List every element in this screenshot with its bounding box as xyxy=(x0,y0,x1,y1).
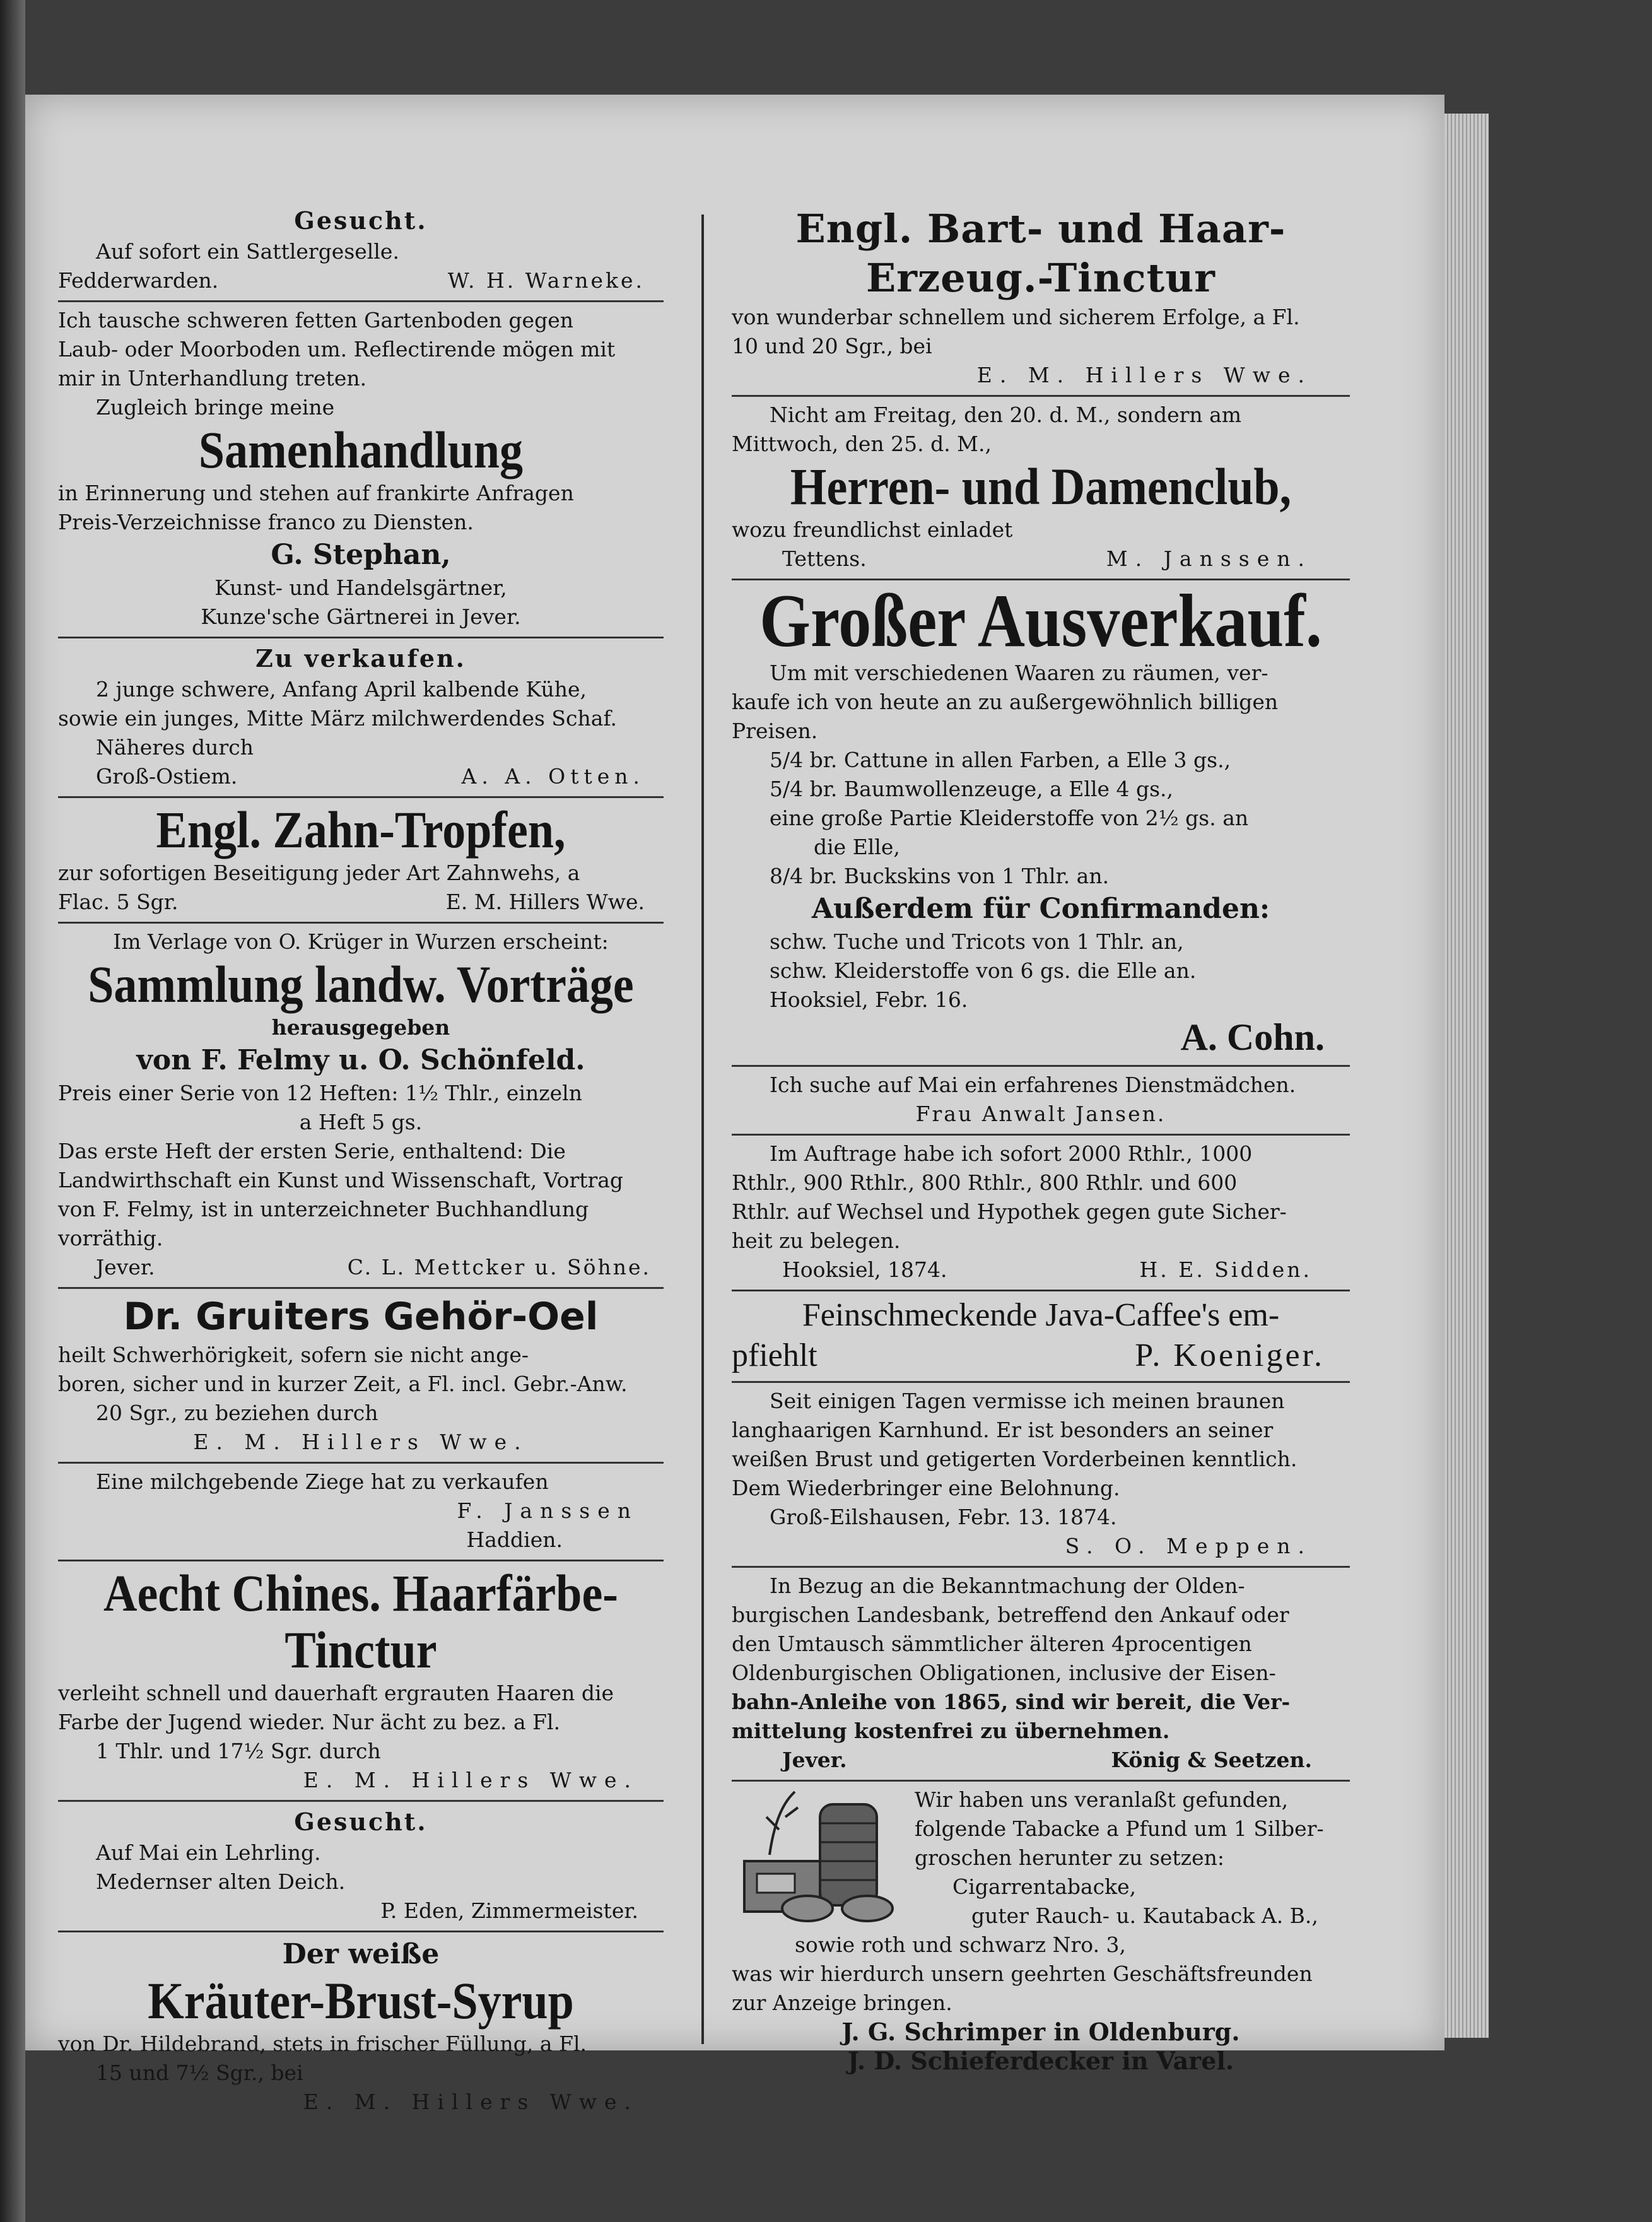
ad-text: Dem Wiederbringer eine Belohnung. xyxy=(732,1476,1120,1500)
ad-title: Samenhandlung xyxy=(198,421,524,479)
ad-name: König & Seetzen. xyxy=(1111,1748,1312,1772)
ad-title: Feinschmeckende Java-Caffee's em- xyxy=(802,1297,1280,1333)
tobacco-bundle-illustration xyxy=(732,1785,902,1924)
ad-item: schw. Kleiderstoffe von 6 gs. die Elle an. xyxy=(770,958,1197,983)
ad-text: Medernser alten Deich. xyxy=(96,1869,346,1894)
ad-text: Näheres durch xyxy=(96,735,254,760)
ad-name: Frau Anwalt Jansen. xyxy=(915,1102,1166,1126)
ad-text: von wunderbar schnellem und sicherem Erfolge, a Fl. xyxy=(732,305,1300,329)
ad-item: sowie roth und schwarz Nro. 3, xyxy=(795,1932,1127,1957)
ad-text: folgende Tabacke a Pfund um 1 Silber- xyxy=(915,1816,1324,1841)
ad-name: S. O. Meppen. xyxy=(1065,1534,1312,1558)
ad-place: Groß-Ostiem. xyxy=(96,764,238,789)
ad-text: den Umtausch sämmtlicher älteren 4procentigen xyxy=(732,1631,1252,1656)
ad-signature xyxy=(58,762,664,791)
ad-heading: Gesucht. xyxy=(294,1808,428,1836)
ad-text: Rthlr. auf Wechsel und Hypothek gegen gute Sicher- xyxy=(732,1199,1287,1224)
ad-title: Kräuter-Brust-Syrup xyxy=(148,1972,574,2030)
ad-date: Hooksiel, Febr. 16. xyxy=(770,987,968,1012)
ad-text: vorräthig. xyxy=(58,1226,163,1250)
ad-authors: von F. Felmy u. O. Schönfeld. xyxy=(136,1044,585,1076)
ad-signature xyxy=(58,888,664,917)
ad-text: bahn-Anleihe von 1865, sind wir bereit, die Ver- xyxy=(732,1690,1291,1714)
ad-text: Kunst- und Handelsgärtner, xyxy=(214,575,507,600)
ad-title: Großer Ausverkauf. xyxy=(759,579,1322,663)
ad-text: wozu freundlichst einladet xyxy=(732,517,1013,542)
ad-text: Ich suche auf Mai ein erfahrenes Dienstmädchen. xyxy=(770,1073,1296,1097)
ad-text: in Erinnerung und stehen auf frankirte Anfragen xyxy=(58,481,574,505)
ad-title: Erzeug.-Tinctur xyxy=(866,255,1216,301)
ad-text: zur Anzeige bringen. xyxy=(732,1990,952,2015)
ad-dienstmaedchen xyxy=(732,1067,1350,1136)
ad-text: Um mit verschiedenen Waaren zu räumen, ver- xyxy=(770,661,1268,685)
binding-edge xyxy=(0,0,25,2222)
ad-place: Flac. 5 Sgr. xyxy=(58,890,179,914)
ad-text: Kunze'sche Gärtnerei in Jever. xyxy=(201,604,521,629)
ad-text: Ich tausche schweren fetten Gartenboden gegen xyxy=(58,308,573,332)
column-divider xyxy=(701,215,704,2044)
ad-name: W. H. Warneke. xyxy=(447,268,645,293)
ad-title-row xyxy=(732,1336,1350,1376)
ad-title: Engl. Bart- und Haar- xyxy=(795,206,1286,252)
ad-text: In Bezug an die Bekanntmachung der Olden- xyxy=(770,1573,1245,1598)
ad-name: A. Cohn. xyxy=(1180,1016,1325,1058)
ad-sammlung-vortraege xyxy=(58,924,664,1289)
ad-signature xyxy=(58,266,664,295)
ad-text: mittelung kostenfrei zu übernehmen. xyxy=(732,1719,1170,1743)
ad-text: heit zu belegen. xyxy=(732,1228,901,1253)
ad-heading: Zu verkaufen. xyxy=(255,644,466,673)
ad-text: Rthlr., 900 Rthlr., 800 Rthlr., 800 Rthlr. und 600 xyxy=(732,1170,1238,1195)
ad-text: burgischen Landesbank, betreffend den Ankauf oder xyxy=(732,1602,1289,1627)
ad-ziege xyxy=(58,1464,664,1561)
ad-text: 1 Thlr. und 17½ Sgr. durch xyxy=(96,1739,381,1763)
ad-text: verleiht schnell und dauerhaft ergrauten Haaren die xyxy=(58,1681,614,1705)
ad-java-caffee xyxy=(732,1291,1350,1383)
ad-text: weißen Brust und getigerten Vorderbeinen kenntlich. xyxy=(732,1447,1298,1471)
ad-haarfaerbe-tinctur xyxy=(58,1561,664,1802)
ad-heading: Gesucht. xyxy=(294,206,428,235)
ad-title: Herren- und Damenclub, xyxy=(790,458,1292,516)
ad-text: 10 und 20 Sgr., bei xyxy=(732,334,932,358)
ad-title: pfiehlt xyxy=(732,1337,817,1373)
ad-text: Wir haben uns veranlaßt gefunden, xyxy=(915,1787,1289,1812)
ad-zahn-tropfen xyxy=(58,798,664,924)
ad-name: P. Eden, Zimmermeister. xyxy=(380,1898,638,1923)
ad-text: kaufe ich von heute an zu außergewöhnlich billigen xyxy=(732,690,1279,714)
ad-text: Groß-Eilshausen, Febr. 13. 1874. xyxy=(770,1505,1117,1529)
ad-name: C. L. Mettcker u. Söhne. xyxy=(347,1255,651,1279)
ad-text: Auf Mai ein Lehrling. xyxy=(96,1840,321,1865)
ad-text: Landwirthschaft ein Kunst und Wissenschaft, Vortrag xyxy=(58,1168,624,1192)
ad-text: Im Auftrage habe ich sofort 2000 Rthlr., 1000 xyxy=(770,1141,1253,1166)
ad-title: Der weiße xyxy=(282,1938,440,1970)
ad-landesbank xyxy=(732,1568,1350,1782)
ad-item: 8/4 br. Buckskins von 1 Thlr. an. xyxy=(770,864,1110,888)
ad-item: eine große Partie Kleiderstoffe von 2½ gs. an xyxy=(770,806,1249,830)
ad-signature xyxy=(732,1746,1350,1775)
ad-name: J. G. Schrimper in Oldenburg. xyxy=(841,2018,1240,2046)
ad-text: sowie ein junges, Mitte März milchwerdendes Schaf. xyxy=(58,706,617,731)
ad-name: E. M. Hillers Wwe. xyxy=(303,2090,638,2114)
ad-name: E. M. Hillers Wwe. xyxy=(303,1768,638,1792)
ad-name: E. M. Hillers Wwe. xyxy=(193,1430,529,1454)
ad-item: 5/4 br. Cattune in allen Farben, a Elle 3 gs., xyxy=(770,748,1231,772)
ad-text: Eine milchgebende Ziege hat zu verkaufen xyxy=(96,1469,549,1494)
ad-name: J. D. Schieferdecker in Varel. xyxy=(847,2047,1234,2075)
ad-text: a Heft 5 gs. xyxy=(299,1110,423,1134)
ad-subheading: Außerdem für Confirmanden: xyxy=(811,893,1270,925)
ad-name: M. Janssen. xyxy=(1106,546,1312,571)
ad-name: P. Koeniger. xyxy=(1135,1337,1325,1373)
ad-text: boren, sicher und in kurzer Zeit, a Fl. incl. Gebr.-Anw. xyxy=(58,1372,628,1396)
ad-rthlr-auftrag xyxy=(732,1136,1350,1291)
ad-gesucht-lehrling xyxy=(58,1802,664,1932)
ad-title: Dr. Gruiters Gehör-Oel xyxy=(123,1295,599,1339)
ad-name: A. A. Otten. xyxy=(461,764,645,789)
ad-name: G. Stephan, xyxy=(271,539,451,571)
ad-text: Laub- oder Moorboden um. Reflectirende mögen mit xyxy=(58,337,616,362)
ad-tabak-text xyxy=(915,1785,1350,1931)
ad-text: heilt Schwerhörigkeit, sofern sie nicht ange- xyxy=(58,1343,529,1367)
ad-text: was wir hierdurch unsern geehrten Geschäftsfreunden xyxy=(732,1961,1313,1986)
ad-signature xyxy=(732,544,1350,573)
ad-gesucht-sattler xyxy=(58,201,664,302)
right-column xyxy=(732,201,1350,2081)
ad-place: Jever. xyxy=(96,1255,155,1279)
ad-text: 2 junge schwere, Anfang April kalbende Kühe, xyxy=(96,677,587,702)
page-stack-edge xyxy=(1444,114,1489,2038)
ad-gruiters-gehoer-oel xyxy=(58,1289,664,1464)
ad-text: langhaarigen Karnhund. Er ist besonders an seiner xyxy=(732,1418,1274,1442)
ad-place: Hooksiel, 1874. xyxy=(782,1257,947,1282)
ad-text: 15 und 7½ Sgr., bei xyxy=(96,2060,303,2085)
ad-item: 5/4 br. Baumwollenzeuge, a Elle 4 gs., xyxy=(770,777,1174,801)
ad-text: 20 Sgr., zu beziehen durch xyxy=(96,1401,378,1425)
ad-text: Preisen. xyxy=(732,719,818,743)
ad-grosser-ausverkauf xyxy=(732,580,1350,1067)
ad-text: von Dr. Hildebrand, stets in frischer Füllung, a Fl. xyxy=(58,2031,587,2056)
ad-name: E. M. Hillers Wwe. xyxy=(976,363,1312,387)
ad-tabak-body xyxy=(732,1785,1350,1931)
ad-text: Oldenburgischen Obligationen, inclusive der Eisen- xyxy=(732,1661,1276,1685)
ad-text: Preis einer Serie von 12 Heften: 1½ Thlr., einzeln xyxy=(58,1081,582,1105)
ad-title: Aecht Chines. Haarfärbe- xyxy=(103,1565,618,1623)
ad-text: herausgegeben xyxy=(271,1015,450,1040)
ad-title: Sammlung landw. Vorträge xyxy=(88,956,634,1014)
ad-text: zur sofortigen Beseitigung jeder Art Zahnwehs, a xyxy=(58,861,580,885)
ad-name: F. Janssen xyxy=(457,1498,638,1523)
ad-text: Nicht am Freitag, den 20. d. M., sondern am xyxy=(770,403,1242,427)
ad-tabacke xyxy=(732,1782,1350,2081)
ad-zu-verkaufen xyxy=(58,638,664,798)
ad-signature xyxy=(732,1255,1350,1284)
ad-text: Im Verlage von O. Krüger in Wurzen erscheint: xyxy=(113,929,609,954)
ad-damenclub xyxy=(732,397,1350,580)
ad-bart-haar-tinctur xyxy=(732,201,1350,397)
ad-kraeuter-brust-syrup xyxy=(58,1932,664,2122)
ad-text: von F. Felmy, ist in unterzeichneter Buchhandlung xyxy=(58,1197,589,1221)
ad-text: Das erste Heft der ersten Serie, enthaltend: Die xyxy=(58,1139,566,1163)
ad-text: mir in Unterhandlung treten. xyxy=(58,366,367,391)
ad-text: Farbe der Jugend wieder. Nur ächt zu bez. a Fl. xyxy=(58,1710,561,1734)
ad-item: guter Rauch- u. Kautaback A. B., xyxy=(971,1903,1318,1928)
ad-text: groschen herunter zu setzen: xyxy=(915,1845,1224,1870)
ad-name: H. E. Sidden. xyxy=(1139,1257,1312,1282)
left-column xyxy=(58,201,664,2122)
ad-karnhund xyxy=(732,1383,1350,1568)
ad-text: Zugleich bringe meine xyxy=(96,395,335,420)
ad-item: schw. Tuche und Tricots von 1 Thlr. an, xyxy=(770,929,1184,954)
ad-item: die Elle, xyxy=(814,835,900,859)
ad-text: Auf sofort ein Sattlergeselle. xyxy=(96,239,399,264)
ad-place: Jever. xyxy=(782,1748,847,1772)
ad-text: Seit einigen Tagen vermisse ich meinen braunen xyxy=(770,1389,1285,1413)
ad-title: Tinctur xyxy=(284,1621,437,1679)
ad-place: Tettens. xyxy=(782,546,867,571)
ad-title: Engl. Zahn-Tropfen, xyxy=(156,801,566,859)
ad-samenhandlung xyxy=(58,302,664,638)
ad-place: Fedderwarden. xyxy=(58,268,219,293)
ad-place: Haddien. xyxy=(466,1527,563,1552)
ad-text: Mittwoch, den 25. d. M., xyxy=(732,432,992,456)
ad-text: Preis-Verzeichnisse franco zu Diensten. xyxy=(58,510,474,534)
ad-item: Cigarrentabacke, xyxy=(952,1874,1137,1899)
ad-signature xyxy=(58,1253,664,1282)
ad-name: E. M. Hillers Wwe. xyxy=(445,890,645,914)
